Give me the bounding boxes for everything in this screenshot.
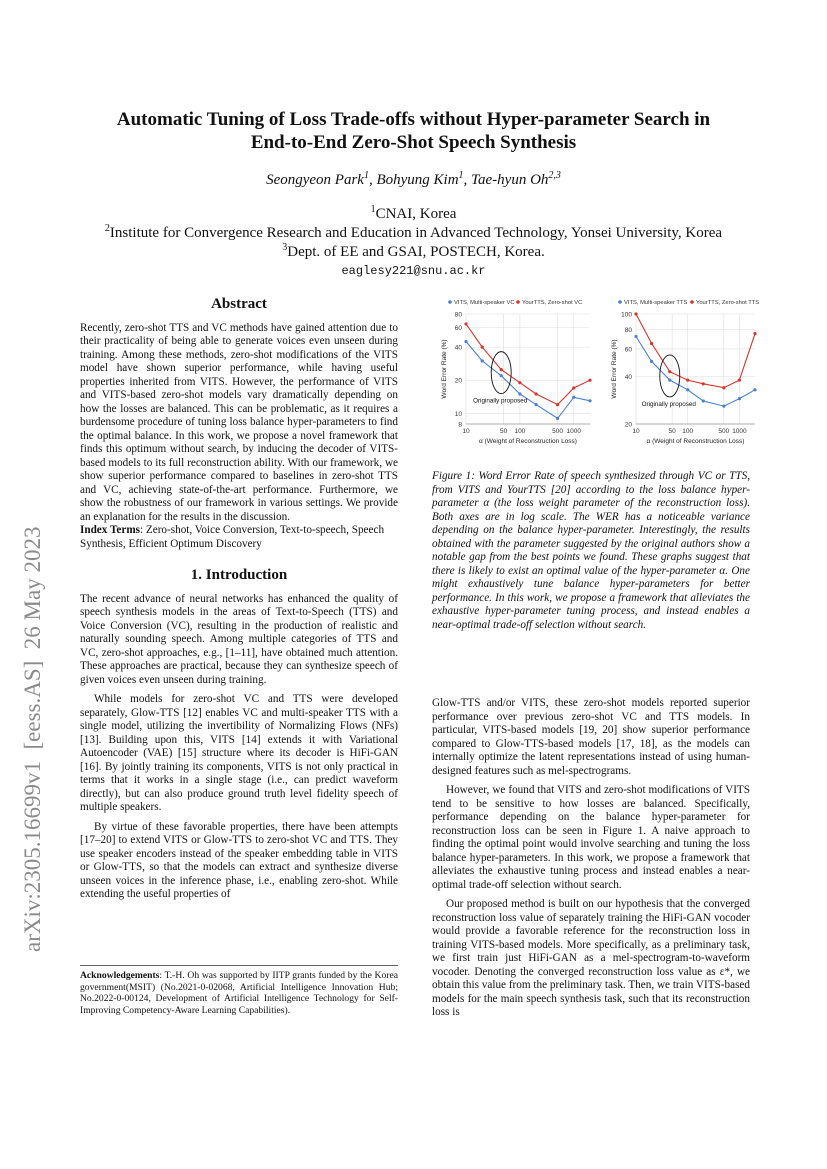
intro-paragraph: The recent advance of neural networks has enhanced the quality of speech synthesis models in the areas of Text-to-Speech (TTS) and Voice Conversion (VC), resulting in the production of realistic and naturally sounding speech. Among multiple categories of TTS and VC, zero-shot approaches, e.g., [1–11], have obtained much attention. These approaches are practical, because they can synthesize speech of given voices even unseen during training.: [80, 592, 398, 686]
right-column: [432, 697, 750, 1026]
data-point: [500, 368, 503, 371]
data-point: [556, 403, 559, 406]
data-point: [535, 403, 538, 406]
figure-caption: Figure 1: Word Error Rate of speech synthesized through VC or TTS, from VITS and YourTTS [20] according to the loss balance hyper-parameter α (the loss weight parameter of the reconstruction loss). Both axes are in log scale. The WER has a noticeable variance depending on the balance hyper-parameter. Interestingly, the results obtained with the parameter suggested by the original authors show a notable gap from the best points we found. These graphs suggest that there is likely to exist an optimal value of the hyper-parameter α. One might exhaustively tune balance hyper-parameters for better performance. In this work, we propose a framework that alleviates the exhaustive hyper-parameter tuning process, and instead enables a near-optimal trade-off selection without search.: [432, 470, 750, 631]
data-point: [500, 374, 503, 377]
y-tick-label: 40: [624, 374, 632, 382]
data-point: [668, 370, 671, 373]
data-point: [650, 360, 653, 363]
y-axis-label: Word Error Rate (%): [441, 339, 448, 399]
intro-paragraph: While models for zero-shot VC and TTS were developed separately, Glow-TTS [12] enables VC and multi-speaker TTS with a single model, utilizing the invertibility of Normalizing Flows (NFs) [13]. Building upon this, VITS [14] extends it with Variational Autoencoder (VAE) [15] structure where its decoder is HiFi-GAN [16]. By jointly training its components, VITS is not only practical in terms that it works in a single stage (i.e., can predict waveform directly), but can also produce ground truth level fidelity speech of multiple speakers.: [80, 693, 398, 813]
legend-entry: [618, 300, 687, 306]
data-point: [753, 388, 756, 391]
data-point: [738, 379, 741, 382]
x-tick-label: 10: [462, 428, 470, 435]
abstract-text: Recently, zero-shot TTS and VC methods have gained attention due to their practicality of being able to generate voices even unseen during training. Among these methods, zero-shot modifications of the VITS model have shown superior performance, while having useful properties inherited from VITS. However, the performance of VITS and VITS-based zero-shot models vary dramatically depending on how the losses are balanced. This can be problematic, as it requires a burdensome procedure of tuning loss balance hyper-parameters to find the optimal balance. In this work, we propose a novel framework that finds this optimum without search, by inducing the decoder of VITS-based models to its full reconstruction ability. With our framework, we show superior performance compared to baselines in zero-shot TTS and VC, achieving state-of-the-art performance. Furthermore, we show the robustness of our framework in various settings. We provide an explanation for the results in the discussion.: [80, 321, 398, 523]
series-line: [466, 324, 590, 405]
legend-entry: [448, 300, 514, 306]
author-list: Seongyeon Park$^1$, Bohyung Kim$^1$, Tae-hyun Oh$^{2,3}$: [266, 170, 561, 188]
index-terms: [80, 524, 398, 551]
author-name: Seongyeon Park: [266, 172, 364, 188]
data-point: [686, 379, 689, 382]
author-name: Bohyung Kim: [376, 172, 459, 188]
data-point: [634, 312, 637, 315]
legend-marker: [516, 300, 520, 304]
legend-label: VITS, Multi-speaker TTS: [624, 300, 688, 306]
data-point: [668, 379, 671, 382]
index-terms-text: : Zero-shot, Voice Conversion, Text-to-speech, Speech Synthesis, Efficient Optimum Discovery: [80, 524, 385, 550]
x-tick-label: 1000: [566, 428, 582, 435]
data-point: [634, 335, 637, 338]
data-point: [588, 379, 591, 382]
intro-heading: 1. Introduction: [190, 567, 288, 583]
data-point: [738, 397, 741, 400]
body-paragraph: Our proposed method is built on our hypothesis that the converged reconstruction loss value of separately training the HiFi-GAN vocoder would provide a favorable reference for the reconstruction loss in training VITS-based models. More specifically, as a preliminary task, we first train just HiFi-GAN as a mel-spectrogram-to-waveform vocoder. Denoting the converged reconstruction loss value as ε*, we obtain this value from the preliminary task. Then, we train VITS-based models for the main speech synthesis task, such that its reconstruction loss is: [432, 898, 750, 1018]
x-tick-label: 1000: [732, 428, 747, 435]
data-point: [572, 396, 575, 399]
x-tick-label: 100: [682, 428, 694, 435]
data-point: [702, 382, 705, 385]
data-point: [686, 388, 689, 391]
y-axis-label: Word Error Rate (%): [611, 339, 618, 399]
x-tick-label: 500: [718, 428, 730, 435]
body-paragraph: Glow-TTS and/or VITS, these zero-shot models reported superior performance over previous zero-shot VC and TTS models. In particular, VITS-based models [19, 20] show superior performance compared to Glow-TTS-based models [17, 18], as the models can internally optimize the latent representations instead of using human-designed features such as mel-spectrograms.: [432, 697, 750, 777]
affiliations: [60, 205, 767, 281]
affiliation-line: $^3$Dept. of EE and GSAI, POSTECH, Korea.: [282, 242, 545, 260]
annotation-ellipse: [660, 355, 680, 397]
data-point: [518, 392, 521, 395]
legend-label: YourTTS, Zero-shot TTS: [696, 300, 760, 306]
data-point: [556, 417, 559, 420]
chart-vc-svg: [430, 294, 600, 464]
legend-marker: [448, 300, 452, 304]
x-tick-label: 50: [668, 428, 676, 435]
annotation-ellipse: [491, 352, 511, 394]
data-point: [722, 386, 725, 389]
acknowledgements: [80, 965, 398, 1016]
paper-title: [60, 108, 767, 154]
x-tick-label: 100: [514, 428, 526, 435]
legend-label: YourTTS, Zero-shot VC: [522, 300, 583, 306]
data-point: [753, 332, 756, 335]
abstract-heading: Abstract: [211, 296, 267, 312]
annotation-label: Originally proposed: [641, 400, 696, 408]
ack-label: Acknowledgements: [80, 970, 160, 981]
x-tick-label: 500: [552, 428, 563, 435]
title-line-1: Automatic Tuning of Loss Trade-offs without Hyper-parameter Search in: [116, 109, 711, 130]
index-terms-label: Index Terms: [80, 524, 140, 536]
figure-chart-tts: [600, 294, 760, 469]
affiliation-line: $^1$CNAI, Korea: [370, 204, 457, 222]
legend-entry: [690, 300, 759, 306]
data-point: [464, 322, 467, 325]
author-sup: 2,3: [548, 170, 561, 181]
author-sup: 1: [458, 170, 464, 181]
body-paragraph: However, we found that VITS and zero-shot modifications of VITS tend to be sensitive to how losses are balanced. Specifically, performance depending on the balance hyper-parameter for reconstruction loss can be seen in Figure 1. A naive approach to finding the optimal point would involve searching and tuning the loss balance hyper-parameters. In this work, we propose a framework that alleviates the exhaustive tuning process and instead enables a near-optimal trade-off selection without search.: [432, 784, 750, 891]
y-tick-label: 60: [624, 346, 632, 354]
legend-marker: [618, 300, 622, 304]
y-tick-label: 100: [621, 311, 632, 319]
legend-marker: [690, 300, 694, 304]
data-point: [650, 342, 653, 345]
chart-tts-svg: [600, 294, 760, 464]
x-tick-label: 50: [500, 428, 508, 435]
data-point: [702, 399, 705, 402]
data-point: [535, 392, 538, 395]
data-point: [722, 404, 725, 407]
x-axis-label: α (Weight of Reconstruction Loss): [479, 438, 577, 445]
y-tick-label: 60: [454, 325, 462, 333]
intro-paragraph: By virtue of these favorable properties, there have been attempts [17–20] to extend VITS or Glow-TTS to zero-shot VC and TTS. They use speaker encoders instead of the speaker embedding table in VITS or Glow-TTS, so that the models can extract and synthesize diverse unseen voices in the inference phase, i.e., enabling zero-shot. While extending the useful properties of: [80, 820, 398, 900]
y-tick-label: 80: [454, 311, 462, 319]
y-tick-label: 80: [624, 326, 632, 334]
y-tick-label: 40: [454, 344, 462, 352]
x-tick-label: 10: [632, 428, 640, 435]
legend-label: VITS, Multi-speaker VC: [454, 300, 515, 306]
data-point: [464, 340, 467, 343]
data-point: [588, 399, 591, 402]
x-axis-label: α (Weight of Reconstruction Loss): [646, 438, 745, 445]
arxiv-stamp: [6, 320, 58, 960]
y-tick-label: 20: [624, 421, 632, 429]
y-tick-label: 8: [458, 421, 462, 429]
y-tick-label: 20: [454, 377, 462, 385]
figure-chart-vc: [430, 294, 600, 469]
left-column: [80, 298, 398, 908]
data-point: [481, 346, 484, 349]
arxiv-stamp-text: arXiv:2305.16699v1 [eess.AS] 26 May 2023: [20, 526, 45, 952]
title-line-2: End-to-End Zero-Shot Speech Synthesis: [250, 132, 577, 153]
y-tick-label: 10: [454, 410, 462, 418]
author-name: Tae-hyun Oh: [471, 172, 549, 188]
affiliation-line: $^2$Institute for Convergence Research and Education in Advanced Technology, Yonsei University, Korea: [104, 223, 723, 241]
legend-entry: [516, 300, 582, 306]
data-point: [518, 381, 521, 384]
author-email[interactable]: eaglesy221@snu.ac.kr: [341, 264, 486, 278]
annotation-label: Originally proposed: [473, 397, 528, 405]
data-point: [481, 359, 484, 362]
ack-text: : T.-H. Oh was supported by IITP grants funded by the Korea government(MSIT) (No.2021-0-02068, Artificial Intelligence Innovation Hub; No.2022-0-00124, Development of Artificial Intelligence Technology for Self-Improving Competency-Aware Learning Capabilities).: [80, 970, 398, 1016]
author-sup: 1: [363, 170, 369, 181]
data-point: [572, 386, 575, 389]
